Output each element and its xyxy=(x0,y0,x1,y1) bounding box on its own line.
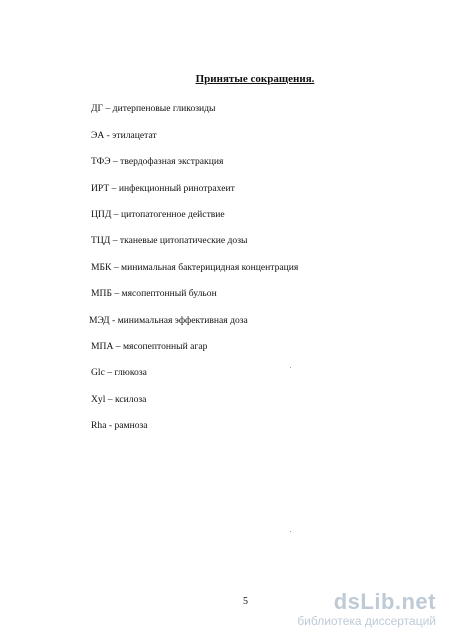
watermark-logo: dsLib.net xyxy=(333,589,436,614)
abbreviation-entry: МБК – минимальная бактерицидная концентрация xyxy=(91,262,299,273)
page-number: 5 xyxy=(243,596,248,607)
abbreviation-entry: ЭА - этилацетат xyxy=(91,130,157,141)
watermark-subtitle: библиотека диссертаций xyxy=(297,614,436,628)
abbreviation-entry: ТФЭ – твердофазная экстракция xyxy=(91,156,224,167)
abbreviation-entry: МПА – мясопептонный агар xyxy=(91,341,208,352)
watermark[interactable] xyxy=(297,591,436,628)
abbreviation-entry: Rha - рамноза xyxy=(91,420,148,431)
page-title: Принятые сокращения. xyxy=(195,73,315,85)
scan-speck xyxy=(290,531,291,532)
abbreviation-entry: Glc – глюкоза xyxy=(91,367,147,378)
abbreviation-entry: ТЦД – тканевые цитопатические дозы xyxy=(91,235,248,246)
abbreviation-entry: ЦПД – цитопатогенное действие xyxy=(91,209,225,220)
scan-speck xyxy=(290,367,291,368)
abbreviation-entry: МЭД - минимальная эффективная доза xyxy=(89,315,248,326)
abbreviation-entry: Xyl – ксилоза xyxy=(91,394,147,405)
abbreviation-entry: МПБ – мясопептонный бульон xyxy=(91,288,217,299)
abbreviation-entry: ДГ – дитерпеновые гликозиды xyxy=(91,103,216,114)
abbreviation-entry: ИРТ – инфекционный ринотрахеит xyxy=(91,183,235,194)
